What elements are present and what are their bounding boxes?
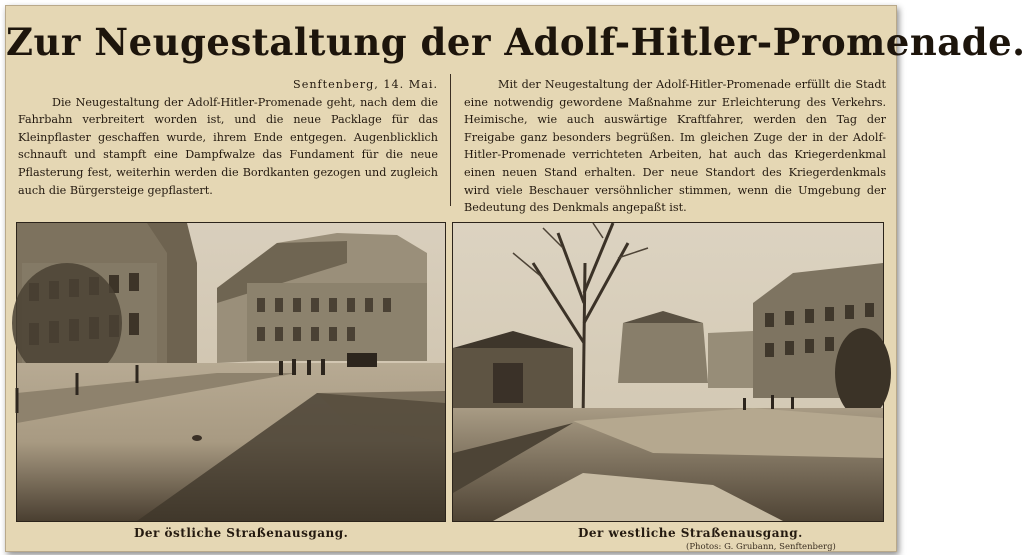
article-paragraph-right: Mit der Neugestaltung der Adolf-Hitler-Promenade erfüllt die Stadt eine notwendig gewordene Maßnahme zur Erleichterung des Verkehrs. Heimische, wie auch auswärtige Kraftfahrer, werden den Tag der Freigabe ganz besonders begrüßen. Im gleichen Zuge der in der Adolf-Hitler-Promenade verrichteten Arbeiten, hat auch das Kriegerdenkmal einen neuen Stand erhalten. Der neue Standort des Kriegerdenkmals wird viele Beschauer versöhnlicher stimmen, wenn die Umgebung der Bedeutung des Denkmals angepaßt ist. bbox=[464, 78, 886, 215]
photo-credit: (Photos: G. Grubann, Senftenberg) bbox=[686, 542, 836, 552]
article-column-left bbox=[18, 76, 438, 216]
photo-caption-west: Der westliche Straßenausgang. bbox=[578, 526, 803, 540]
headline: Zur Neugestaltung der Adolf-Hitler-Promenade. bbox=[6, 20, 1026, 64]
article-column-right bbox=[464, 76, 886, 216]
photo-west-street-exit bbox=[452, 222, 884, 522]
photo-east-street-exit bbox=[16, 222, 446, 522]
column-divider bbox=[450, 74, 451, 206]
newspaper-clipping bbox=[5, 5, 1026, 552]
article-paragraph-left: Die Neugestaltung der Adolf-Hitler-Promenade geht, nach dem die Fahrbahn verbreitert worden ist, und die neue Packlage für das Kleinpflaster geschaffen wurde, ihrem Ende entgegen. Augenblicklich schnauft und stampft eine Dampfwalze das Fundament für die neue Pflasterung fest, weiterhin werden die Bordkanten gezogen und zugleich auch die Bürgersteige gepflastert. bbox=[18, 95, 438, 197]
dateline: Senftenberg, 14. Mai. bbox=[293, 78, 438, 91]
photo-caption-east: Der östliche Straßenausgang. bbox=[134, 526, 349, 540]
